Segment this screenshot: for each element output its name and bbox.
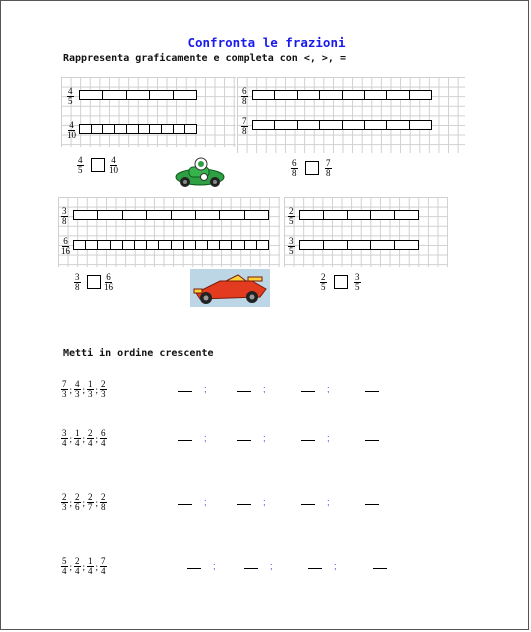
- bar-segment[interactable]: [80, 125, 92, 133]
- denominator: 5: [289, 216, 294, 226]
- answer-blank-line[interactable]: [187, 568, 201, 569]
- denominator: 4: [88, 438, 93, 448]
- bar-segment[interactable]: [343, 91, 365, 99]
- numerator: 2: [321, 272, 326, 282]
- bar-segment[interactable]: [86, 241, 98, 249]
- sequence-fraction: [74, 493, 81, 512]
- row-fraction-label: [61, 207, 68, 226]
- numerator: 6: [101, 428, 106, 438]
- numerator: 3: [355, 272, 360, 282]
- bar-segment[interactable]: [257, 241, 268, 249]
- grid-paper-3: [58, 197, 280, 267]
- denominator: 4: [62, 438, 67, 448]
- bar-segment[interactable]: [387, 121, 409, 129]
- compare-left-fraction: [320, 273, 327, 292]
- bar-segment[interactable]: [387, 91, 409, 99]
- bar-segment[interactable]: [320, 91, 342, 99]
- answer-blank-line[interactable]: [365, 391, 379, 392]
- grid-paper-4: [284, 197, 448, 267]
- comparison-answer-box[interactable]: [87, 275, 101, 289]
- answer-blank-line[interactable]: [178, 391, 192, 392]
- answer-blank-line[interactable]: [365, 504, 379, 505]
- sequence-fraction: [87, 493, 94, 512]
- denominator: 4: [75, 566, 80, 576]
- bar-segment[interactable]: [196, 211, 220, 219]
- bar-segment[interactable]: [185, 125, 196, 133]
- bar-segment[interactable]: [343, 121, 365, 129]
- answer-separator: ;: [263, 384, 266, 394]
- bar-segment[interactable]: [103, 91, 126, 99]
- row-fraction-label: [241, 117, 248, 136]
- bar-segment[interactable]: [324, 241, 348, 249]
- row-fraction-label: [288, 207, 295, 226]
- sequence-fraction: [74, 429, 81, 448]
- denominator: 4: [101, 566, 106, 576]
- sequence-separator: ;: [69, 384, 73, 395]
- answer-separator: ;: [204, 384, 207, 394]
- denominator: 3: [62, 389, 67, 399]
- bar-segment[interactable]: [103, 125, 115, 133]
- sequence-fraction: [74, 380, 81, 399]
- numerator: 3: [289, 236, 294, 246]
- grid-paper-1: [61, 77, 236, 147]
- bar-segment[interactable]: [80, 91, 103, 99]
- denominator: 8: [101, 502, 106, 512]
- green-race-car-icon: [173, 155, 227, 189]
- sequence-separator: ;: [69, 561, 73, 572]
- page-title: Confronta le frazioni: [187, 35, 346, 50]
- numerator: 3: [62, 206, 67, 216]
- denominator: 8: [242, 96, 247, 106]
- answer-separator: ;: [213, 561, 216, 571]
- answer-blank-line[interactable]: [237, 440, 251, 441]
- numerator: 1: [88, 379, 93, 389]
- sequence-fraction: [100, 557, 107, 576]
- sequence-fraction: [100, 380, 107, 399]
- bar-segment[interactable]: [298, 91, 320, 99]
- numerator: 2: [101, 492, 106, 502]
- bar-segment[interactable]: [245, 211, 268, 219]
- answer-separator: ;: [327, 497, 330, 507]
- numerator: 1: [88, 556, 93, 566]
- sequence-fraction: [87, 557, 94, 576]
- numerator: 3: [75, 272, 80, 282]
- denominator: 16: [61, 246, 70, 256]
- bar-segment[interactable]: [232, 241, 244, 249]
- fraction-sequence: [61, 429, 107, 448]
- fraction-bar[interactable]: [79, 90, 197, 100]
- answer-blank-line[interactable]: [308, 568, 322, 569]
- bar-segment[interactable]: [253, 91, 275, 99]
- bar-segment[interactable]: [127, 91, 150, 99]
- bar-segment[interactable]: [74, 241, 86, 249]
- row-fraction-label: [241, 87, 248, 106]
- fraction-bar[interactable]: [252, 120, 432, 130]
- grid-paper-2: [237, 77, 465, 153]
- numerator: 6: [106, 272, 111, 282]
- comparison-answer-box[interactable]: [334, 275, 348, 289]
- numerator: 4: [78, 155, 83, 165]
- answer-separator: ;: [270, 561, 273, 571]
- row-fraction-label: [67, 121, 76, 140]
- fraction-bar[interactable]: [252, 90, 432, 100]
- denominator: 8: [326, 168, 331, 178]
- fraction-sequence: [61, 380, 107, 399]
- bar-segment[interactable]: [115, 125, 127, 133]
- fraction-bar[interactable]: [73, 210, 269, 220]
- sequence-fraction: [87, 429, 94, 448]
- bar-segment[interactable]: [208, 241, 220, 249]
- sequence-fraction: [87, 380, 94, 399]
- bar-segment[interactable]: [150, 91, 173, 99]
- bar-segment[interactable]: [172, 211, 196, 219]
- denominator: 5: [78, 165, 83, 175]
- answer-separator: ;: [327, 384, 330, 394]
- numerator: 2: [289, 206, 294, 216]
- bar-segment[interactable]: [220, 241, 232, 249]
- answer-blank-line[interactable]: [237, 504, 251, 505]
- numerator: 3: [62, 428, 67, 438]
- compare-left-fraction: [77, 156, 84, 175]
- denominator: 10: [67, 130, 76, 140]
- bar-segment[interactable]: [92, 125, 104, 133]
- sequence-separator: ;: [95, 561, 99, 572]
- sequence-fraction: [61, 557, 68, 576]
- bar-segment[interactable]: [196, 241, 208, 249]
- numerator: 2: [75, 492, 80, 502]
- sequence-separator: ;: [82, 433, 86, 444]
- sequence-fraction: [61, 429, 68, 448]
- denominator: 3: [75, 389, 80, 399]
- bar-segment[interactable]: [275, 121, 297, 129]
- denominator: 7: [88, 502, 93, 512]
- bar-segment[interactable]: [298, 121, 320, 129]
- bar-segment[interactable]: [300, 211, 324, 219]
- bar-segment[interactable]: [324, 211, 348, 219]
- bar-segment[interactable]: [150, 125, 162, 133]
- sequence-separator: ;: [69, 433, 73, 444]
- numerator: 4: [75, 379, 80, 389]
- answer-blank-line[interactable]: [373, 568, 387, 569]
- sequence-separator: ;: [82, 497, 86, 508]
- sequence-separator: ;: [82, 384, 86, 395]
- answer-separator: ;: [334, 561, 337, 571]
- denominator: 6: [75, 502, 80, 512]
- denominator: 8: [242, 126, 247, 136]
- bar-segment[interactable]: [395, 211, 418, 219]
- numerator: 6: [292, 158, 297, 168]
- numerator: 2: [75, 556, 80, 566]
- bar-segment[interactable]: [123, 241, 135, 249]
- compare-left-fraction: [291, 159, 298, 178]
- denominator: 4: [75, 438, 80, 448]
- bar-segment[interactable]: [410, 121, 431, 129]
- bar-segment[interactable]: [111, 241, 123, 249]
- bar-segment[interactable]: [174, 91, 196, 99]
- answer-separator: ;: [327, 433, 330, 443]
- bar-segment[interactable]: [74, 211, 98, 219]
- denominator: 16: [104, 282, 113, 292]
- fraction-bar[interactable]: [299, 240, 419, 250]
- numerator: 4: [68, 86, 73, 96]
- compare-left-fraction: [74, 273, 81, 292]
- answer-blank-line[interactable]: [178, 504, 192, 505]
- denominator: 5: [321, 282, 326, 292]
- row-fraction-label: [288, 237, 295, 256]
- denominator: 3: [101, 389, 106, 399]
- instruction-text: Rappresenta graficamente e completa con <, >, =: [63, 53, 346, 64]
- bar-segment[interactable]: [348, 241, 372, 249]
- bar-segment[interactable]: [139, 125, 151, 133]
- denominator: 3: [88, 389, 93, 399]
- numerator: 7: [326, 158, 331, 168]
- bar-segment[interactable]: [275, 91, 297, 99]
- sequence-fraction: [100, 493, 107, 512]
- numerator: 6: [63, 236, 68, 246]
- bar-segment[interactable]: [184, 241, 196, 249]
- bar-segment[interactable]: [253, 121, 275, 129]
- fraction-sequence: [61, 557, 107, 576]
- denominator: 4: [88, 566, 93, 576]
- answer-separator: ;: [204, 497, 207, 507]
- row-fraction-label: [67, 87, 74, 106]
- numerator: 2: [62, 492, 67, 502]
- bar-segment[interactable]: [162, 125, 174, 133]
- fraction-bar[interactable]: [79, 124, 197, 134]
- sequence-separator: ;: [95, 384, 99, 395]
- answer-blank-line[interactable]: [178, 440, 192, 441]
- fraction-bar[interactable]: [299, 210, 419, 220]
- sequence-separator: ;: [69, 497, 73, 508]
- bar-segment[interactable]: [220, 211, 244, 219]
- section-order-title: Metti in ordine crescente: [63, 348, 214, 359]
- answer-blank-line[interactable]: [365, 440, 379, 441]
- sequence-separator: ;: [95, 433, 99, 444]
- answer-blank-line[interactable]: [244, 568, 258, 569]
- denominator: 8: [292, 168, 297, 178]
- answer-blank-line[interactable]: [237, 391, 251, 392]
- denominator: 5: [289, 246, 294, 256]
- sequence-fraction: [100, 429, 107, 448]
- bar-segment[interactable]: [159, 241, 171, 249]
- bar-segment[interactable]: [348, 211, 372, 219]
- numerator: 7: [242, 116, 247, 126]
- bar-segment[interactable]: [371, 241, 395, 249]
- numerator: 7: [62, 379, 67, 389]
- bar-segment[interactable]: [135, 241, 147, 249]
- numerator: 2: [101, 379, 106, 389]
- compare-right-fraction: [325, 159, 332, 178]
- bar-segment[interactable]: [245, 241, 257, 249]
- bar-segment[interactable]: [410, 91, 431, 99]
- answer-blank-line[interactable]: [301, 440, 315, 441]
- denominator: 4: [62, 566, 67, 576]
- bar-segment[interactable]: [98, 241, 110, 249]
- numerator: 2: [88, 492, 93, 502]
- bar-segment[interactable]: [127, 125, 139, 133]
- denominator: 5: [355, 282, 360, 292]
- row-fraction-label: [61, 237, 70, 256]
- bar-segment[interactable]: [365, 121, 387, 129]
- sequence-fraction: [61, 493, 68, 512]
- fraction-bar[interactable]: [73, 240, 269, 250]
- bar-segment[interactable]: [320, 121, 342, 129]
- compare-right-fraction: [109, 156, 118, 175]
- numerator: 4: [69, 120, 74, 130]
- denominator: 3: [62, 502, 67, 512]
- denominator: 4: [101, 438, 106, 448]
- denominator: 8: [62, 216, 67, 226]
- fraction-sequence: [61, 493, 107, 512]
- numerator: 5: [62, 556, 67, 566]
- bar-segment[interactable]: [371, 211, 395, 219]
- bar-segment[interactable]: [123, 211, 147, 219]
- answer-blank-line[interactable]: [301, 504, 315, 505]
- answer-blank-line[interactable]: [301, 391, 315, 392]
- sequence-fraction: [61, 380, 68, 399]
- bar-segment[interactable]: [172, 241, 184, 249]
- compare-right-fraction: [354, 273, 361, 292]
- comparison-answer-box[interactable]: [91, 158, 105, 172]
- answer-separator: ;: [204, 433, 207, 443]
- numerator: 4: [111, 155, 116, 165]
- numerator: 7: [101, 556, 106, 566]
- answer-separator: ;: [263, 497, 266, 507]
- numerator: 2: [88, 428, 93, 438]
- bar-segment[interactable]: [98, 211, 122, 219]
- answer-separator: ;: [263, 433, 266, 443]
- bar-segment[interactable]: [300, 241, 324, 249]
- denominator: 8: [75, 282, 80, 292]
- bar-segment[interactable]: [147, 211, 171, 219]
- denominator: 5: [68, 96, 73, 106]
- bar-segment[interactable]: [147, 241, 159, 249]
- denominator: 10: [109, 165, 118, 175]
- numerator: 6: [242, 86, 247, 96]
- sequence-separator: ;: [95, 497, 99, 508]
- formula-race-car-icon: [190, 269, 270, 307]
- bar-segment[interactable]: [365, 91, 387, 99]
- compare-right-fraction: [104, 273, 113, 292]
- bar-segment[interactable]: [174, 125, 186, 133]
- numerator: 1: [75, 428, 80, 438]
- sequence-fraction: [74, 557, 81, 576]
- bar-segment[interactable]: [395, 241, 418, 249]
- comparison-answer-box[interactable]: [305, 161, 319, 175]
- sequence-separator: ;: [82, 561, 86, 572]
